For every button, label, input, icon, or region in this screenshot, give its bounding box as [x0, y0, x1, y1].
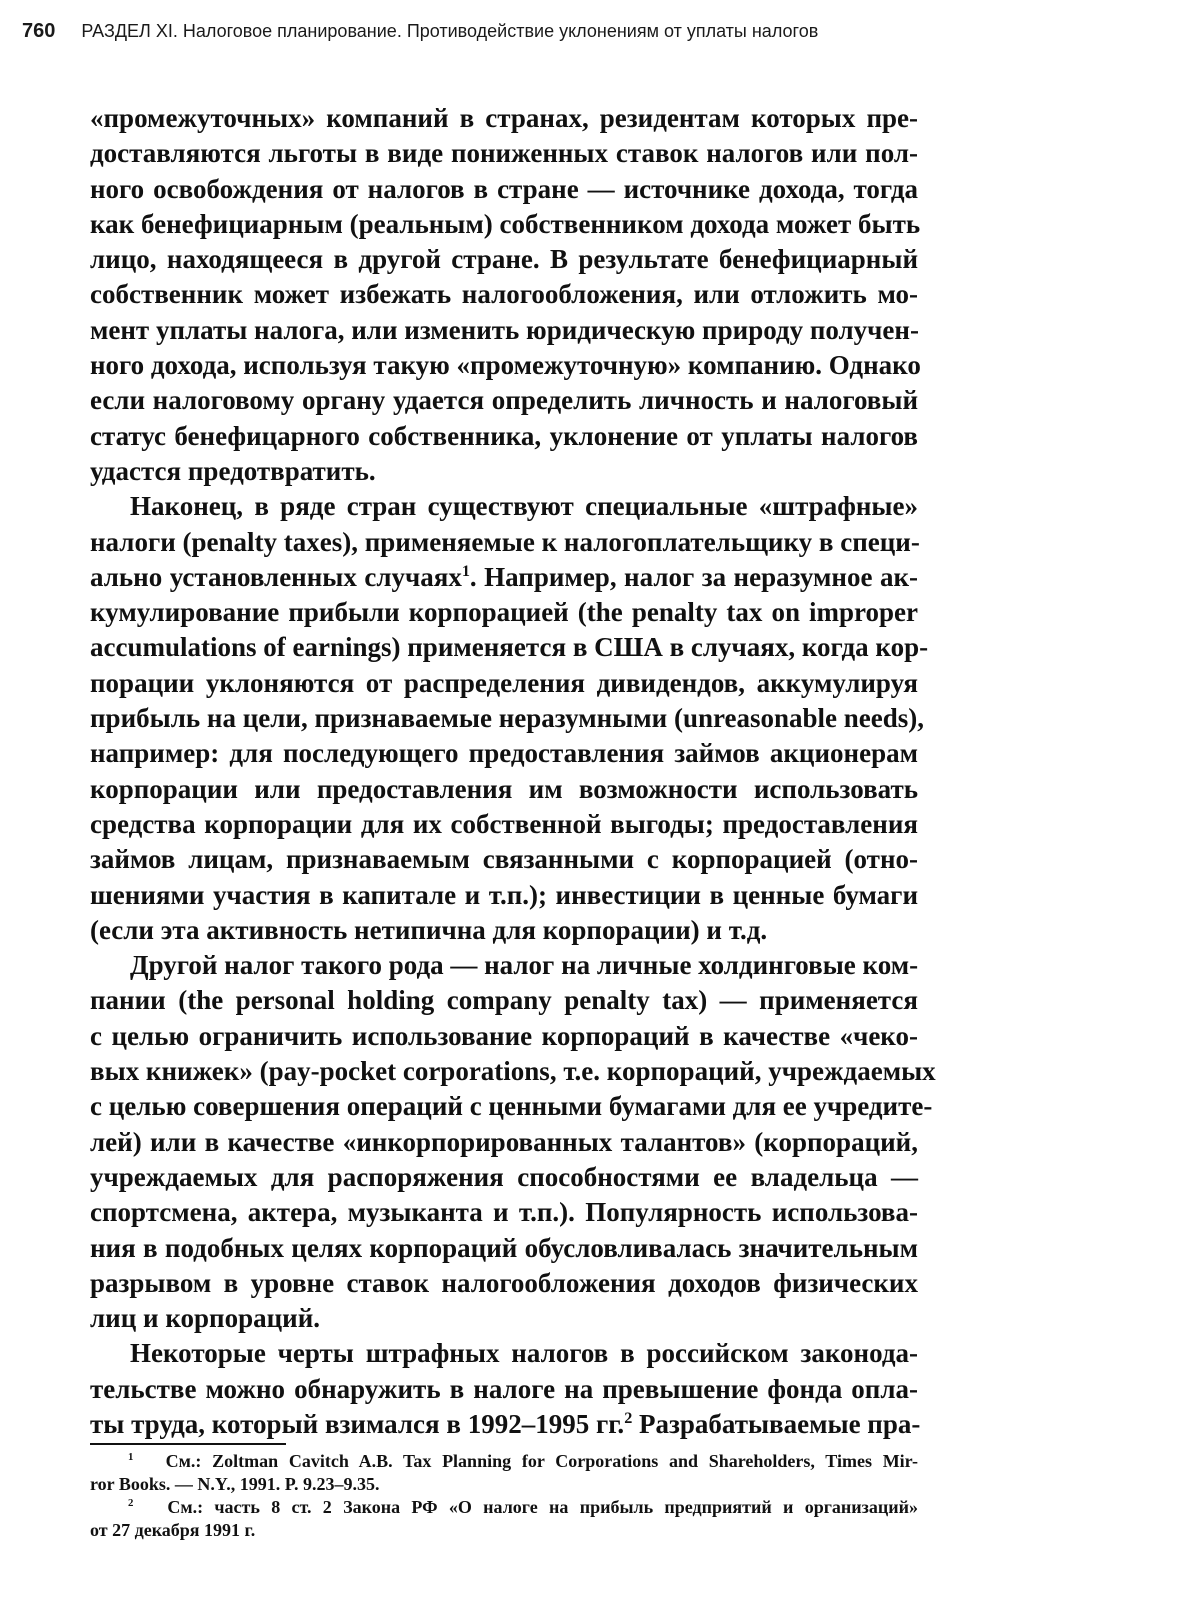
text-line-with-footnote-ref	[90, 560, 918, 595]
footnote	[90, 1496, 918, 1542]
text-line: Наконец, в ряде стран существуют специальные «штрафные»	[130, 491, 918, 522]
text-line: ного дохода, используя такую «промежуточную» компанию. Однако	[90, 350, 921, 381]
text-line: ного освобождения от налогов в стране — источнике дохода, тогда	[90, 173, 918, 204]
text-line: Некоторые черты штрафных налогов в российском законода-	[130, 1338, 918, 1369]
running-header	[22, 18, 922, 44]
text-span: ально установленных случаях	[90, 561, 462, 592]
footnote-line: от 27 декабря 1991 г.	[90, 1520, 256, 1540]
text-line-with-footnote-ref	[90, 1407, 921, 1442]
paragraph	[90, 1336, 921, 1442]
text-line: если налоговому органу удается определить личность и налоговый	[90, 385, 918, 416]
text-line: «промежуточных» компаний в странах, резидентам которых пре-	[90, 103, 918, 133]
footnote-text: См.: часть 8 ст. 2 Закона РФ «О налоге на прибыль предприятий и организаций»	[167, 1497, 918, 1517]
text-line: прибыль на цели, признаваемые неразумными (unreasonable needs),	[90, 703, 924, 734]
text-line: разрывом в уровне ставок налогообложения доходов физических	[90, 1267, 918, 1298]
text-line: accumulations of earnings) применяется в США в случаях, когда кор-	[90, 632, 929, 663]
main-text	[90, 101, 936, 1442]
text-line: шениями участия в капитале и т.п.); инвестиции в ценные бумаги	[90, 879, 918, 910]
text-line: с целью ограничить использование корпораций в качестве «чеко-	[90, 1020, 918, 1051]
text-line: тельстве можно обнаружить в налоге на превышение фонда опла-	[90, 1373, 918, 1404]
text-line: ния в подобных целях корпораций обусловливалась значительным	[90, 1232, 918, 1263]
footnote-line	[90, 1450, 918, 1473]
text-line: налоги (penalty taxes), применяемые к налогоплательщику в специ-	[90, 526, 920, 557]
text-line: доставляются льготы в виде пониженных ставок налогов или пол-	[90, 138, 918, 169]
footnote-line	[90, 1496, 918, 1519]
text-line: пании (the personal holding company penalty tax) — применяется	[90, 985, 918, 1016]
footnote-marker: 2	[128, 1497, 134, 1509]
paragraph	[90, 948, 936, 1336]
text-line: средства корпорации для их собственной выгоды; предоставления	[90, 808, 918, 839]
footnote	[90, 1450, 918, 1496]
text-line: корпорации или предоставления им возможности использовать	[90, 773, 918, 804]
page-number: 760	[22, 20, 56, 42]
text-line: порации уклоняются от распределения дивидендов, аккумулируя	[90, 667, 918, 698]
text-line: с целью совершения операций с ценными бумагами для ее учредите-	[90, 1091, 933, 1122]
text-line: лицо, находящееся в другой стране. В результате бенефициарный	[90, 244, 918, 275]
text-line: как бенефициарным (реальным) собственником дохода может быть	[90, 208, 921, 239]
text-line: например: для последующего предоставления займов акционерам	[90, 738, 918, 769]
text-span: Разрабатываемые пра-	[639, 1408, 921, 1439]
text-line: Другой налог такого рода — налог на личные холдинговые ком-	[130, 950, 919, 981]
text-line: лей) или в качестве «инкорпорированных талантов» (корпораций,	[90, 1126, 918, 1157]
text-line: спортсмена, актера, музыканта и т.п.). Популярность использова-	[90, 1197, 918, 1228]
running-title: РАЗДЕЛ XI. Налоговое планирование. Противодействие уклонениям от уплаты налогов	[81, 21, 819, 41]
paragraph	[90, 489, 929, 948]
footnote-text: См.: Zoltman Cavitch A.B. Tax Planning for Corporations and Shareholders, Times Mir-	[165, 1451, 918, 1471]
text-line: вых книжек» (pay-pocket corporations, т.е. корпораций, учреждаемых	[90, 1056, 936, 1087]
text-line: удастся предотвратить.	[90, 455, 376, 486]
footnote-separator	[90, 1443, 286, 1445]
footnotes	[90, 1450, 918, 1542]
text-line: кумулирование прибыли корпорацией (the penalty tax on improper	[90, 597, 918, 628]
text-line: учреждаемых для распоряжения способностями ее владельца —	[90, 1161, 918, 1192]
text-line: займов лицам, признаваемым связанными с корпорацией (отно-	[90, 844, 918, 875]
footnote-marker: 1	[128, 1451, 134, 1463]
text-line: собственник может избежать налогообложения, или отложить мо-	[90, 279, 918, 310]
footnote-line: ror Books. — N.Y., 1991. P. 9.23–9.35.	[90, 1474, 380, 1494]
text-line: (если эта активность нетипична для корпорации) и т.д.	[90, 914, 768, 945]
footnote-ref[interactable]: 1	[461, 561, 470, 580]
text-line: статус бенефицарного собственника, уклонение от уплаты налогов	[90, 420, 918, 451]
text-span: . Например, налог за неразумное ак-	[469, 561, 918, 592]
text-line: мент уплаты налога, или изменить юридическую природу получен-	[90, 314, 919, 345]
text-span: ты труда, который взимался в 1992–1995 гг.	[90, 1408, 625, 1439]
text-line: лиц и корпораций.	[90, 1303, 321, 1334]
paragraph	[90, 101, 921, 489]
footnote-ref[interactable]: 2	[624, 1408, 633, 1427]
